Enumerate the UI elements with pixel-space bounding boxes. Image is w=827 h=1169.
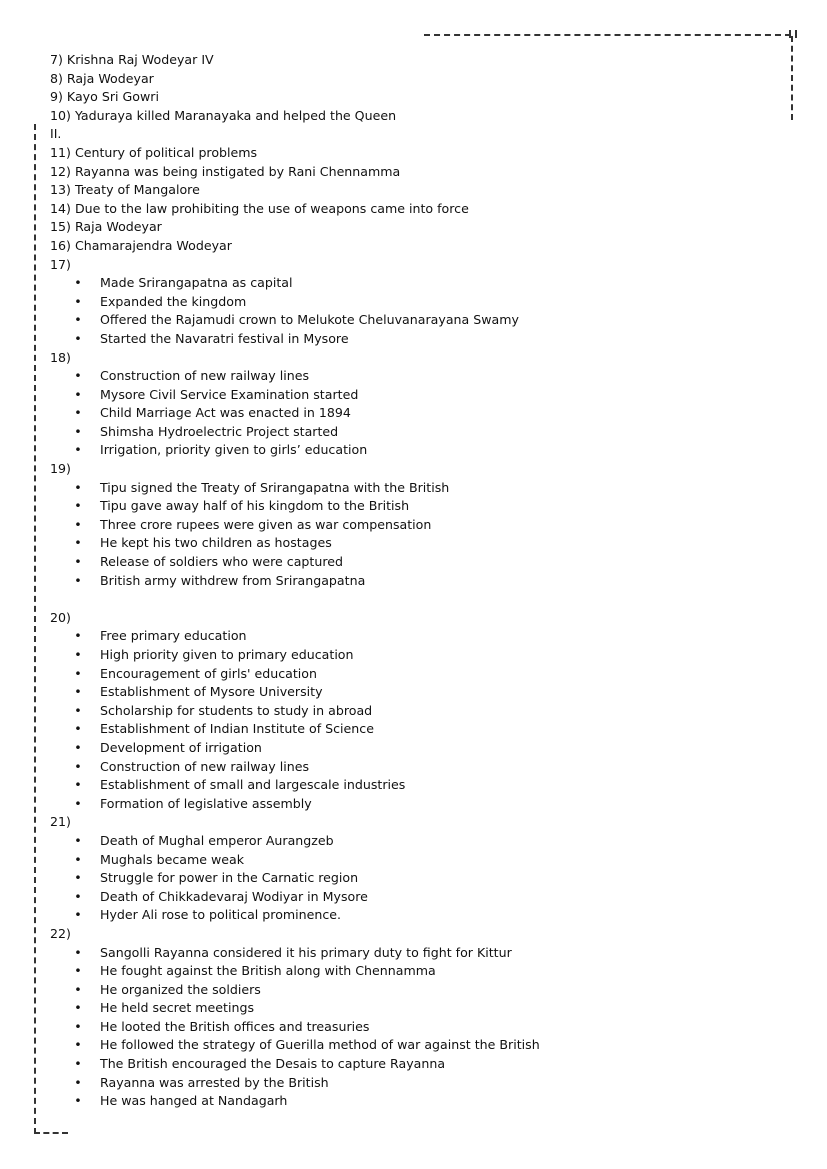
bullet-text: He looted the British offices and treasuries [100, 1018, 370, 1034]
bullet-item [50, 851, 770, 870]
bullet-text: Release of soldiers who were captured [100, 554, 343, 570]
question-number: 20) [50, 609, 71, 625]
bullet-item [50, 795, 770, 814]
bullet-icon: • [74, 368, 82, 384]
bullet-text: Scholarship for students to study in abroad [100, 702, 373, 718]
bullet-item [50, 497, 770, 516]
bullet-text: Mysore Civil Service Examination started [100, 386, 359, 402]
question-number: 18) [50, 349, 71, 365]
bullet-icon: • [74, 1056, 82, 1072]
page-border-top [424, 34, 791, 36]
bullet-text: He was hanged at Nandagarh [100, 1093, 288, 1109]
bullet-icon: • [74, 1018, 82, 1034]
page-border-right [791, 36, 793, 120]
bullet-item [50, 386, 770, 405]
bullet-item [50, 311, 770, 330]
question-number: 22) [50, 925, 71, 941]
bullet-item [50, 981, 770, 1000]
bullet-icon: • [74, 386, 82, 402]
bullet-item [50, 869, 770, 888]
bullet-icon: • [74, 479, 82, 495]
answer-line: 9) Kayo Sri Gowri [50, 89, 159, 105]
bullet-icon: • [74, 628, 82, 644]
bullet-text: Started the Navaratri festival in Mysore [100, 330, 349, 346]
bullet-text: Child Marriage Act was enacted in 1894 [100, 405, 351, 421]
bullet-text: British army withdrew from Srirangapatna [100, 572, 366, 588]
bullet-text: Rayanna was arrested by the British [100, 1074, 329, 1090]
bullet-icon: • [74, 665, 82, 681]
bullet-text: Hyder Ali rose to political prominence. [100, 907, 342, 923]
page-border-bottom [34, 1132, 68, 1134]
blank-line [50, 590, 770, 609]
bullet-text: Made Srirangapatna as capital [100, 275, 293, 291]
answer-line: 7) Krishna Raj Wodeyar IV [50, 52, 214, 67]
bullet-item [50, 441, 770, 460]
bullet-item [50, 832, 770, 851]
bullet-item [50, 999, 770, 1018]
bullet-icon: • [74, 963, 82, 979]
bullet-icon: • [74, 405, 82, 421]
bullet-item [50, 1092, 770, 1111]
bullet-item [50, 888, 770, 907]
answer-line: 8) Raja Wodeyar [50, 70, 154, 86]
bullet-item [50, 516, 770, 535]
bullet-item [50, 758, 770, 777]
answer-line: 13) Treaty of Mangalore [50, 182, 200, 198]
answer-sheet [50, 51, 770, 1111]
bullet-item [50, 330, 770, 349]
bullet-text: He organized the soldiers [100, 981, 261, 997]
bullet-icon: • [74, 777, 82, 793]
question-number: 21) [50, 814, 71, 830]
bullet-item [50, 293, 770, 312]
bullet-icon: • [74, 442, 82, 458]
bullet-item [50, 720, 770, 739]
bullet-text: Mughals became weak [100, 851, 245, 867]
bullet-text: The British encouraged the Desais to capture Rayanna [100, 1056, 446, 1072]
answer-line: 11) Century of political problems [50, 144, 258, 160]
bullet-text: He followed the strategy of Guerilla method of war against the British [100, 1037, 540, 1053]
bullet-icon: • [74, 981, 82, 997]
bullet-text: Three crore rupees were given as war compensation [100, 516, 432, 532]
bullet-text: Expanded the kingdom [100, 293, 247, 309]
answer-line: 14) Due to the law prohibiting the use of weapons came into force [50, 200, 469, 216]
bullet-icon: • [74, 888, 82, 904]
bullet-text: Tipu gave away half of his kingdom to the British [100, 498, 410, 514]
bullet-item [50, 665, 770, 684]
bullet-text: He held secret meetings [100, 1000, 255, 1016]
bullet-icon: • [74, 907, 82, 923]
bullet-icon: • [74, 1074, 82, 1090]
bullet-icon: • [74, 423, 82, 439]
bullet-item [50, 683, 770, 702]
bullet-icon: • [74, 1037, 82, 1053]
bullet-text: Encouragement of girls' education [100, 665, 317, 681]
bullet-item [50, 1055, 770, 1074]
bullet-icon: • [74, 702, 82, 718]
bullet-text: Free primary education [100, 628, 247, 644]
bullet-text: Establishment of Indian Institute of Science [100, 721, 374, 737]
bullet-icon: • [74, 554, 82, 570]
bullet-icon: • [74, 275, 82, 291]
bullet-icon: • [74, 647, 82, 662]
bullet-icon: • [74, 572, 82, 588]
bullet-item [50, 534, 770, 553]
bullet-item [50, 1074, 770, 1093]
bullet-item [50, 776, 770, 795]
bullet-item [50, 274, 770, 293]
bullet-item [50, 962, 770, 981]
bullet-item [50, 572, 770, 591]
bullet-text: Construction of new railway lines [100, 758, 310, 774]
bullet-icon: • [74, 944, 82, 960]
question-number: 17) [50, 256, 71, 272]
bullet-text: High priority given to primary education [100, 647, 354, 662]
bullet-icon: • [74, 851, 82, 867]
answer-line: 12) Rayanna was being instigated by Rani Chennamma [50, 163, 401, 179]
answer-line: 15) Raja Wodeyar [50, 219, 162, 235]
bullet-item [50, 1036, 770, 1055]
bullet-text: Death of Chikkadevaraj Wodiyar in Mysore [100, 888, 368, 904]
question-number: 19) [50, 461, 71, 477]
bullet-icon: • [74, 684, 82, 700]
bullet-item [50, 1018, 770, 1037]
bullet-item [50, 702, 770, 721]
bullet-item [50, 646, 770, 665]
bullet-text: Establishment of Mysore University [100, 684, 323, 700]
bullet-icon: • [74, 312, 82, 328]
bullet-text: Irrigation, priority given to girls’ education [100, 442, 368, 458]
section-heading: II. [50, 126, 62, 142]
bullet-item [50, 906, 770, 925]
bullet-icon: • [74, 739, 82, 755]
bullet-text: Establishment of small and largescale industries [100, 777, 406, 793]
bullet-item [50, 367, 770, 386]
bullet-text: Sangolli Rayanna considered it his primary duty to fight for Kittur [100, 944, 512, 960]
bullet-text: Offered the Rajamudi crown to Melukote Cheluvanarayana Swamy [100, 312, 519, 328]
bullet-item [50, 553, 770, 572]
bullet-icon: • [74, 516, 82, 532]
bullet-text: He fought against the British along with Chennamma [100, 963, 436, 979]
bullet-icon: • [74, 870, 82, 886]
bullet-item [50, 627, 770, 646]
bullet-icon: • [74, 330, 82, 346]
bullet-icon: • [74, 832, 82, 848]
bullet-item [50, 404, 770, 423]
answer-line: 10) Yaduraya killed Maranayaka and helped the Queen [50, 107, 397, 123]
bullet-icon: • [74, 758, 82, 774]
bullet-item [50, 944, 770, 963]
bullet-text: Struggle for power in the Carnatic region [100, 870, 359, 886]
page-border-left [34, 124, 36, 1134]
bullet-text: Formation of legislative assembly [100, 795, 312, 811]
bullet-item [50, 479, 770, 498]
bullet-text: Death of Mughal emperor Aurangzeb [100, 832, 334, 848]
answer-line: 16) Chamarajendra Wodeyar [50, 237, 232, 253]
bullet-icon: • [74, 498, 82, 514]
bullet-icon: • [74, 293, 82, 309]
bullet-icon: • [74, 1000, 82, 1016]
bullet-text: Tipu signed the Treaty of Srirangapatna with the British [100, 479, 450, 495]
bullet-text: He kept his two children as hostages [100, 535, 332, 551]
bullet-text: Development of irrigation [100, 739, 262, 755]
bullet-item [50, 739, 770, 758]
bullet-text: Construction of new railway lines [100, 368, 310, 384]
bullet-icon: • [74, 535, 82, 551]
bullet-text: Shimsha Hydroelectric Project started [100, 423, 339, 439]
bullet-icon: • [74, 1093, 82, 1109]
bullet-item [50, 423, 770, 442]
bullet-icon: • [74, 795, 82, 811]
bullet-icon: • [74, 721, 82, 737]
